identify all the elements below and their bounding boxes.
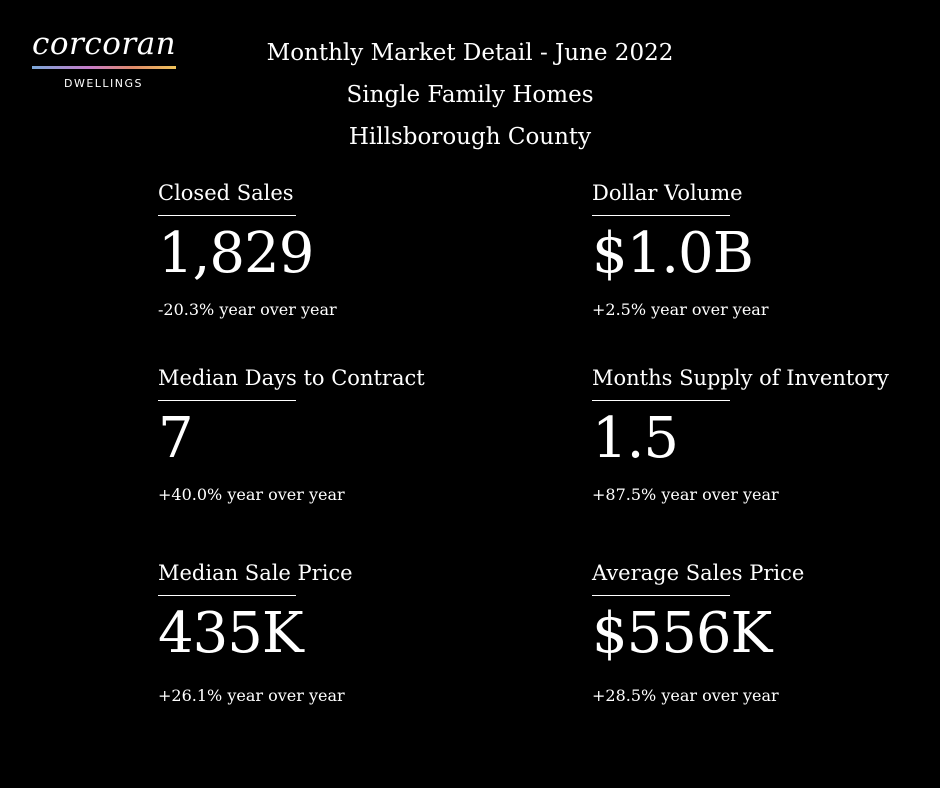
stat-divider [592, 215, 730, 216]
report-header [0, 32, 940, 158]
stat-value: 1.5 [592, 406, 679, 471]
stat-change: +26.1% year over year [158, 686, 345, 705]
stat-divider [158, 215, 296, 216]
stat-divider [158, 400, 296, 401]
stat-value: $556K [592, 601, 772, 666]
stat-value: 7 [158, 406, 193, 471]
stat-closed-sales [158, 180, 478, 320]
stat-change: +28.5% year over year [592, 686, 779, 705]
stat-change: +40.0% year over year [158, 485, 345, 504]
stat-divider [592, 400, 730, 401]
stat-months-supply [592, 365, 912, 505]
stat-dollar-volume [592, 180, 912, 320]
stat-label: Closed Sales [158, 181, 294, 205]
stat-divider [158, 595, 296, 596]
property-type: Single Family Homes [346, 82, 594, 108]
stat-change: +87.5% year over year [592, 485, 779, 504]
logo-wordmark: corcoran [32, 26, 177, 62]
stat-divider [592, 595, 730, 596]
stat-median-days-to-contract [158, 365, 478, 505]
region-name: Hillsborough County [348, 124, 592, 150]
stat-change: +2.5% year over year [592, 300, 769, 319]
stat-average-sales-price [592, 560, 912, 706]
stat-label: Median Sale Price [158, 561, 353, 585]
stat-label: Dollar Volume [592, 181, 743, 205]
stat-value: 435K [158, 601, 303, 666]
stat-median-sale-price [158, 560, 478, 706]
stat-change: -20.3% year over year [158, 300, 337, 319]
stat-label: Median Days to Contract [158, 366, 425, 390]
report-title: Monthly Market Detail - June 2022 [266, 40, 674, 66]
stat-label: Months Supply of Inventory [592, 366, 889, 390]
stat-label: Average Sales Price [592, 561, 805, 585]
stat-value: $1.0B [592, 221, 753, 286]
stat-value: 1,829 [158, 221, 314, 286]
logo-subtitle: DWELLINGS [64, 77, 144, 90]
